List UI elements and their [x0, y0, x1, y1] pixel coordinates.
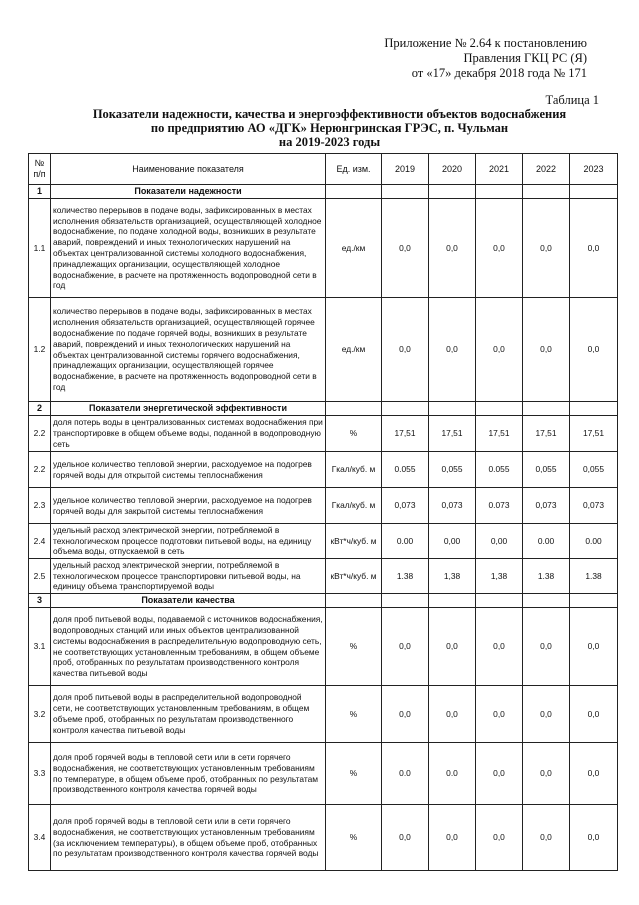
row-value: 17,51: [570, 416, 618, 452]
row-value: 0,0: [476, 608, 523, 686]
section-row: [29, 185, 618, 199]
column-header-year: 2021: [476, 154, 523, 185]
row-value: 0,0: [429, 686, 476, 743]
row-value: 0,0: [476, 805, 523, 871]
row-value: 0,0: [382, 298, 429, 402]
row-value: 0,0: [523, 743, 570, 805]
section-name: Показатели надежности: [51, 185, 326, 199]
row-value: 0,0: [570, 743, 618, 805]
title-line-2: по предприятию АО «ДГК» Нерюнгринская ГРЭС, п. Чульман: [150, 121, 509, 135]
row-value: 0.00: [382, 524, 429, 559]
column-header-year: 2022: [523, 154, 570, 185]
row-value: 0,0: [570, 608, 618, 686]
row-name: доля проб питьевой воды в распределительной водопроводной сети, не соответствующих установленным требованиям, в общем объеме проб, отобранных по результатам производственного контроля качества питьевой воды: [51, 686, 326, 743]
row-value: 0,0: [429, 805, 476, 871]
row-value: 0,055: [570, 452, 618, 488]
row-value: 0,0: [476, 199, 523, 298]
row-name: количество перерывов в подаче воды, зафиксированных в местах исполнения обязательств организацией, осуществляющей горячее водоснабжение по подаче горячей воды, возникших в результате аварий, повреждений и иных технологических нарушений на объектах централизованной системы горячего водоснабжения, принадлежащих организации, осуществляющей горячее водоснабжение, в расчете на протяженность водопроводной сети в год: [51, 298, 326, 402]
row-name: доля проб горячей воды в тепловой сети или в сети горячего водоснабжения, не соответствующих установленным требованиям по температуре, в общем объеме проб, отобранных по результатам производственного контроля качества горячей воды: [51, 743, 326, 805]
column-header-year: 2020: [429, 154, 476, 185]
row-value: 0,0: [429, 608, 476, 686]
row-value: 1.38: [382, 559, 429, 594]
document-title: [60, 107, 599, 149]
table-row: [29, 452, 618, 488]
row-name: количество перерывов в подаче воды, зафиксированных в местах исполнения обязательств организацией, осуществляющей холодное водоснабжение, по подаче холодной воды, возникших в результате аварий, повреждений и иных технологических нарушений на объектах централизованной системы холодного водоснабжения, принадлежащих организации, осуществляющей холодное водоснабжение, в расчете на протяженность водопроводной сети в год: [51, 199, 326, 298]
row-name: удельный расход электрической энергии, потребляемой в технологическом процессе подготовки питьевой воды, на единицу объема воды, отпускаемой в сеть: [51, 524, 326, 559]
row-unit: %: [326, 608, 382, 686]
row-name: доля проб горячей воды в тепловой сети или в сети горячего водоснабжения, не соответствующих установленным требованиям (за исключением температуры), в общем объеме проб, отобранных по результатам производственного контроля качества горячей воды: [51, 805, 326, 871]
row-num: 3.2: [29, 686, 51, 743]
row-unit: ед./км: [326, 298, 382, 402]
row-unit: %: [326, 743, 382, 805]
row-name: удельный расход электрической энергии, потребляемой в технологическом процессе транспортировки питьевой воды, на единицу объема транспортируемой воды: [51, 559, 326, 594]
section-num: 3: [29, 594, 51, 608]
row-value: 0,0: [523, 608, 570, 686]
header-date-line: от «17» декабря 2018 года № 171: [411, 66, 587, 80]
table-row: [29, 743, 618, 805]
row-value: 0,0: [382, 199, 429, 298]
row-unit: ед./км: [326, 199, 382, 298]
header-appendix-line: Приложение № 2.64 к постановлению: [384, 36, 587, 50]
header-board-line: Правления ГКЦ РС (Я): [463, 51, 587, 65]
row-value: 0,0: [476, 298, 523, 402]
row-value: 0,0: [382, 608, 429, 686]
section-row: [29, 402, 618, 416]
row-name: доля проб питьевой воды, подаваемой с источников водоснабжения, водопроводных станций или иных объектов централизованной системы водоснабжения в распределительную водопроводную сеть, не соответствующих установленным требованиям, в общем объеме проб, отобранных по результатам производственного контроля качества питьевой воды: [51, 608, 326, 686]
row-num: 3.1: [29, 608, 51, 686]
row-value: 17,51: [523, 416, 570, 452]
title-line-3: на 2019-2023 годы: [278, 135, 381, 149]
row-value: 0,0: [382, 686, 429, 743]
row-num: 1.1: [29, 199, 51, 298]
table-row: [29, 524, 618, 559]
row-unit: Гкал/куб. м: [326, 488, 382, 524]
row-value: 0,0: [429, 199, 476, 298]
row-value: 0,0: [429, 298, 476, 402]
row-value: 0,073: [523, 488, 570, 524]
row-num: 2.5: [29, 559, 51, 594]
row-num: 1.2: [29, 298, 51, 402]
row-unit: %: [326, 686, 382, 743]
row-value: 0,0: [523, 805, 570, 871]
table-row: [29, 199, 618, 298]
row-value: 0,055: [523, 452, 570, 488]
table-row: [29, 416, 618, 452]
row-value: 0,073: [382, 488, 429, 524]
row-value: 1,38: [476, 559, 523, 594]
table-row: [29, 608, 618, 686]
table-row: [29, 805, 618, 871]
table-row: [29, 686, 618, 743]
row-value: 0,0: [523, 298, 570, 402]
row-num: 3.4: [29, 805, 51, 871]
row-num: 3.3: [29, 743, 51, 805]
row-value: 0,0: [476, 743, 523, 805]
row-value: 0.00: [523, 524, 570, 559]
indicators-table: [28, 153, 618, 871]
row-value: 0,0: [570, 199, 618, 298]
row-value: 0,0: [570, 805, 618, 871]
row-unit: %: [326, 805, 382, 871]
row-value: 17,51: [476, 416, 523, 452]
column-header-unit: Ед. изм.: [326, 154, 382, 185]
row-value: 0,0: [570, 298, 618, 402]
row-value: 0.055: [476, 452, 523, 488]
row-value: 0,0: [523, 199, 570, 298]
row-num: 2.2: [29, 416, 51, 452]
section-num: 2: [29, 402, 51, 416]
row-value: 0.00: [570, 524, 618, 559]
row-value: 0,0: [523, 686, 570, 743]
table-row: [29, 559, 618, 594]
row-value: 0,0: [570, 686, 618, 743]
row-value: 0,0: [476, 686, 523, 743]
table-header-row: [29, 154, 618, 185]
section-name: Показатели качества: [51, 594, 326, 608]
row-value: 17,51: [429, 416, 476, 452]
row-name: доля потерь воды в централизованных системах водоснабжения при транспортировке в общем объеме воды, поданной в водопроводную сеть: [51, 416, 326, 452]
row-value: 17,51: [382, 416, 429, 452]
column-header-year: 2023: [570, 154, 618, 185]
row-value: 0,00: [476, 524, 523, 559]
row-unit: кВт*ч/куб. м: [326, 524, 382, 559]
table-row: [29, 488, 618, 524]
row-value: 0,00: [429, 524, 476, 559]
section-num: 1: [29, 185, 51, 199]
row-value: 0,055: [429, 452, 476, 488]
table-row: [29, 298, 618, 402]
row-value: 0,073: [570, 488, 618, 524]
row-unit: %: [326, 416, 382, 452]
column-header-num: № п/п: [29, 154, 51, 185]
row-value: 0.0: [382, 743, 429, 805]
row-value: 0,073: [429, 488, 476, 524]
section-name: Показатели энергетической эффективности: [51, 402, 326, 416]
column-header-name: Наименование показателя: [51, 154, 326, 185]
row-value: 0.055: [382, 452, 429, 488]
row-num: 2.4: [29, 524, 51, 559]
row-value: 0.073: [476, 488, 523, 524]
document-header: [384, 36, 587, 81]
row-value: 1.38: [570, 559, 618, 594]
row-num: 2.3: [29, 488, 51, 524]
section-row: [29, 594, 618, 608]
row-name: удельное количество тепловой энергии, расходуемое на подогрев горячей воды для открытой системы теплоснабжения: [51, 452, 326, 488]
column-header-year: 2019: [382, 154, 429, 185]
title-line-1: Показатели надежности, качества и энергоэффективности объектов водоснабжения: [92, 107, 567, 121]
row-value: 0.0: [429, 743, 476, 805]
row-name: удельное количество тепловой энергии, расходуемое на подогрев горячей воды для закрытой системы теплоснабжения: [51, 488, 326, 524]
row-value: 1.38: [523, 559, 570, 594]
row-num: 2.2: [29, 452, 51, 488]
row-unit: кВт*ч/куб. м: [326, 559, 382, 594]
row-value: 0,0: [382, 805, 429, 871]
row-value: 1,38: [429, 559, 476, 594]
table-label: Таблица 1: [545, 93, 599, 107]
row-unit: Гкал/куб. м: [326, 452, 382, 488]
